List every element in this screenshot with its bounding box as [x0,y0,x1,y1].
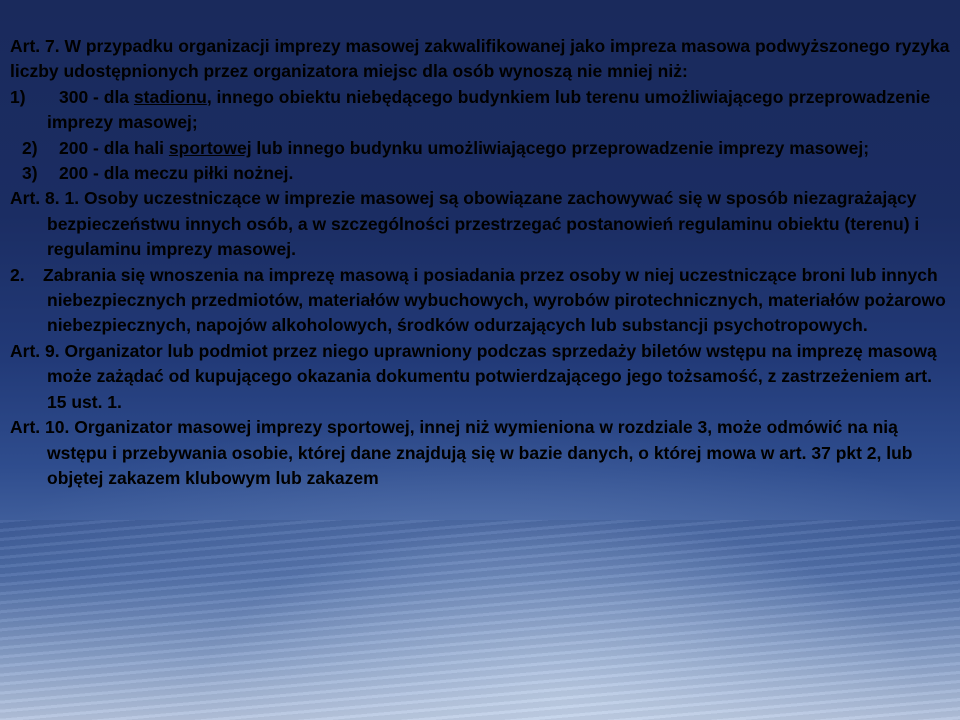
art7-item-1: 1) 300 - dla stadionu, innego obiektu niebędącego budynkiem lub terenu umożliwiającego przeprowadzenie imprezy masowej; [10,86,931,133]
document-body [10,34,955,491]
art8-paragraph-2: 2. Zabrania się wnoszenia na imprezę masową i posiadania przez osoby w niej uczestniczące broni lub innych niebezpiecznych przedmiotów, materiałów wybuchowych, wyrobów pirotechnicznych, materiałów pożarowo niebezpiecznych, napojów alkoholowych, środków odurzających lub substancji psychotropowych. [10,264,946,336]
article-number: Art. 9. [10,340,60,361]
background-water [0,520,960,720]
article-number: Art. 8. 1. [10,188,80,209]
art8-paragraph-1: Art. 8. 1. Osoby uczestniczące w imprezie masowej są obowiązane zachowywać się w sposób niezagrażający bezpieczeństwu innych osób, a w szczególności przestrzegać postanowień regulaminu obiektu (terenu) i regulaminu imprezy masowej. [10,188,920,260]
list-number: 1) [10,86,26,107]
art7-intro: Art. 7. W przypadku organizacji imprezy masowej zakwalifikowanej jako impreza masowa podwyższonego ryzyka liczby udostępnionych przez organizatora miejsc dla osób wynoszą nie mniej niż: [10,36,950,82]
list-number: 2) [22,137,38,158]
list-number: 3) [22,163,38,184]
art10: Art. 10. Organizator masowej imprezy sportowej, innej niż wymieniona w rozdziale 3, może odmówić na nią wstępu i przebywania osobie, której dane znajdują się w bazie danych, o której mowa w art. 37 pkt 2, lub objętej zakazem klubowym lub zakazem [10,417,913,488]
article-number: Art. 10. [10,417,70,438]
art9: Art. 9. Organizator lub podmiot przez niego uprawniony podczas sprzedaży biletów wstępu na imprezę masową może zażądać od kupującego okazania dokumentu potwierdzającego jego tożsamość, z zastrzeżeniem art. 15 ust. 1. [10,340,937,412]
paragraph-number: 2. [10,264,25,285]
art7-item-3: 3) 200 - dla meczu piłki nożnej. [10,161,955,186]
art7-item-2: 2) 200 - dla hali sportowej lub innego budynku umożliwiającego przeprowadzenie imprezy masowej; [10,136,955,161]
